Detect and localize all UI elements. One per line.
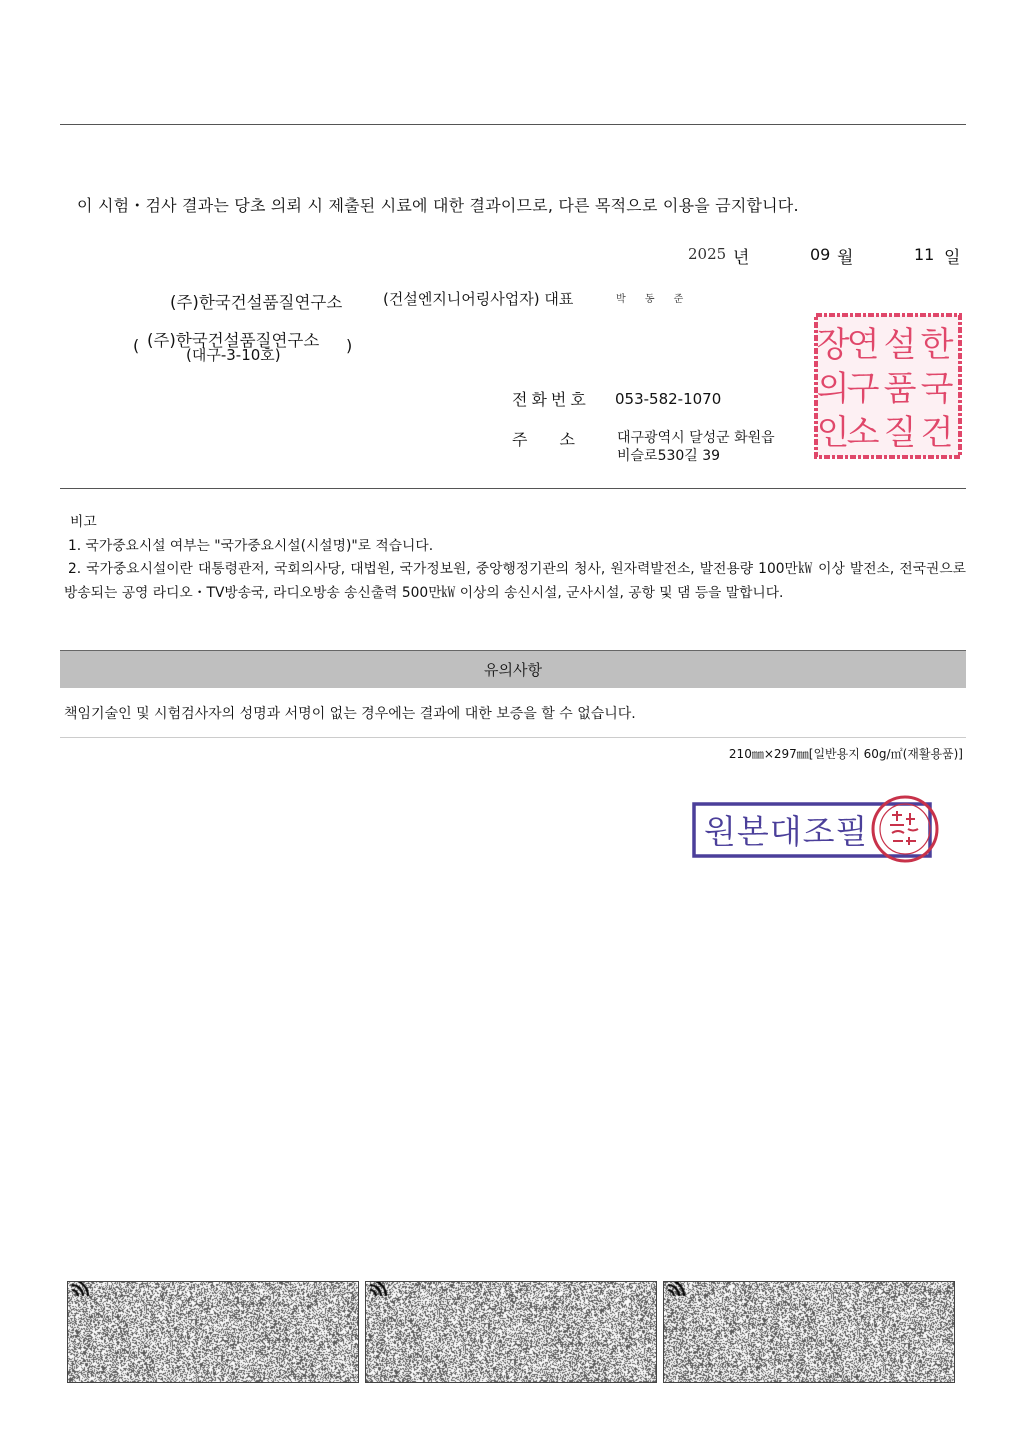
- svg-text:연: 연: [846, 325, 880, 365]
- company-name: (주)한국건설품질연구소: [170, 293, 343, 312]
- remarks-section: [64, 511, 966, 605]
- certified-copy-stamp: [692, 793, 942, 867]
- reg-number: (대구-3-10호): [186, 346, 281, 364]
- svg-text:국: 국: [920, 369, 954, 409]
- date-day-label: 일: [944, 248, 961, 268]
- reg-company: (주)한국건설품질연구소: [147, 331, 320, 350]
- date-year: 2025: [688, 245, 727, 263]
- svg-text:인: 인: [816, 413, 850, 453]
- date-month: 09: [810, 245, 831, 264]
- remarks-item-2: 2. 국가중요시설이란 대통령관저, 국회의사당, 대법원, 국가정보원, 중앙행정기관의 청사, 원자력발전소, 발전용량 100만㎾ 이상 발전소, 전국권으로 방송되는 공영 라디오・TV방송국, 라디오방송 송신출력 500만㎾ 이상의 송신시설, 군사시설, 공항 및 댐 등을 말합니다.: [64, 561, 966, 601]
- bottom-thin-rule: [60, 737, 966, 738]
- security-pattern-3: [663, 1281, 955, 1383]
- svg-text:품: 품: [883, 369, 917, 409]
- date-month-label: 월: [837, 248, 854, 268]
- remarks-item-1: 1. 국가중요시설 여부는 "국가중요시설(시설명)"로 적습니다.: [68, 537, 434, 554]
- paper-spec: 210㎜×297㎜[일반용지 60g/㎡(재활용품)]: [728, 747, 963, 761]
- date-year-label: 년: [733, 248, 750, 268]
- svg-text:설: 설: [883, 325, 917, 365]
- svg-text:장: 장: [816, 325, 850, 365]
- phone-number: 053-582-1070: [615, 390, 722, 408]
- address-line1: 대구광역시 달성군 화원읍: [617, 430, 775, 446]
- mid-rule: [60, 488, 966, 489]
- svg-text:한: 한: [920, 325, 954, 365]
- security-pattern-2: [365, 1281, 657, 1383]
- phone-label: 전화번호: [512, 390, 590, 409]
- address-label: 주 소: [512, 430, 575, 449]
- caution-title: 유의사항: [484, 661, 542, 679]
- representative-name: 박 동 준: [616, 294, 692, 305]
- caution-text: 책임기술인 및 시험검사자의 성명과 서명이 없는 경우에는 결과에 대한 보증을 할 수 없습니다.: [64, 706, 636, 722]
- svg-text:질: 질: [883, 413, 917, 453]
- svg-text:건: 건: [920, 413, 954, 453]
- reg-paren-close: ): [346, 336, 353, 355]
- top-rule: [60, 124, 966, 125]
- usage-notice: 이 시험・검사 결과는 당초 의뢰 시 제출된 시료에 대한 결과이므로, 다른 목적으로 이용을 금지합니다.: [77, 196, 799, 215]
- security-pattern-1: [67, 1281, 359, 1383]
- reg-paren-open: (: [133, 336, 140, 355]
- caution-header: [60, 650, 966, 688]
- date-day: 11: [914, 245, 935, 264]
- address-line2: 비슬로530길 39: [617, 448, 721, 464]
- svg-text:의: 의: [816, 369, 850, 409]
- company-seal: [813, 312, 963, 460]
- business-type: (건설엔지니어링사업자) 대표: [383, 290, 574, 308]
- svg-text:원본대조필: 원본대조필: [704, 812, 869, 851]
- remarks-title: 비고: [70, 514, 97, 530]
- svg-text:소: 소: [846, 413, 880, 453]
- svg-text:구: 구: [846, 369, 880, 409]
